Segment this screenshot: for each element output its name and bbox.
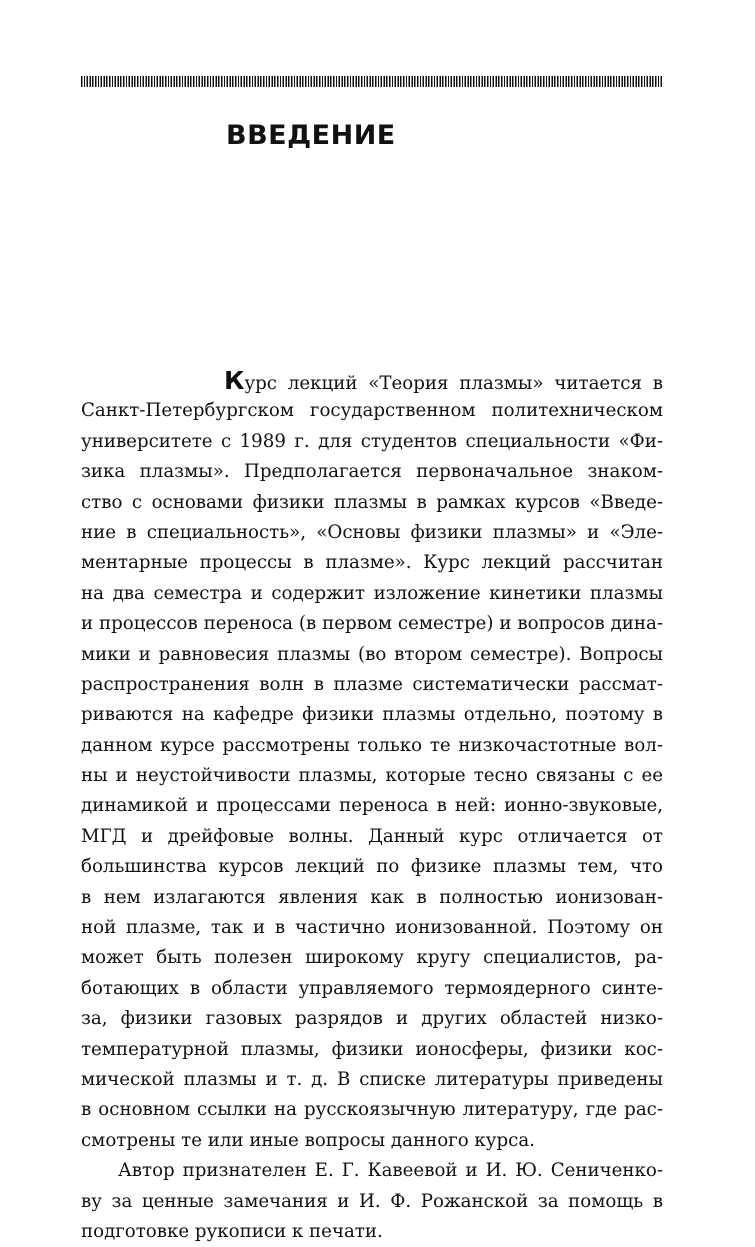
text-line: в нем излагаются явления как в полностью ионизован- bbox=[81, 886, 663, 908]
text-line: данном курсе рассмотрены только те низкочастотные вол- bbox=[81, 734, 663, 756]
text-line: ние в специальность», «Основы физики плазмы» и «Эле- bbox=[81, 521, 663, 543]
text-line: ны и неустойчивости плазмы, которые тесно связаны с ее bbox=[81, 765, 663, 787]
text-line: Санкт-Петербургском государственном политехническом bbox=[81, 400, 663, 422]
text-line: и процессов переноса (в первом семестре) и вопросов дина- bbox=[81, 613, 663, 635]
text-line: ство с основами физики плазмы в рамках курсов «Введе- bbox=[81, 491, 663, 513]
text-line: ву за ценные замечания и И. Ф. Рожанской за помощь в bbox=[81, 1190, 663, 1212]
text-line: за, физики газовых разрядов и других областей низко- bbox=[81, 1008, 663, 1030]
text-line: МГД и дрейфовые волны. Данный курс отличается от bbox=[81, 825, 663, 847]
drop-cap: К bbox=[224, 366, 245, 395]
text-line: температурной плазмы, физики ионосферы, физики кос- bbox=[81, 1038, 663, 1060]
text-line: подготовке рукописи к печати. bbox=[81, 1220, 383, 1242]
text-line: Автор признателен Е. Г. Кавеевой и И. Ю. Сениченко- bbox=[118, 1160, 663, 1182]
text-line: мики и равновесия плазмы (во втором семестре). Вопросы bbox=[81, 643, 663, 665]
page-title: ВВЕДЕНИЕ bbox=[226, 120, 396, 151]
body-text bbox=[81, 366, 663, 1247]
text-line: может быть полезен широкому кругу специалистов, ра- bbox=[81, 947, 663, 969]
text-line: на два семестра и содержит изложение кинетики плазмы bbox=[81, 582, 663, 604]
text-line: мической плазмы и т. д. В списке литературы приведены bbox=[81, 1068, 663, 1090]
text-line: ной плазме, так и в частично ионизованной. Поэтому он bbox=[81, 917, 663, 939]
text-line: ботающих в области управляемого термоядерного синте- bbox=[81, 977, 663, 999]
text-line: распространения волн в плазме систематически рассмат- bbox=[81, 673, 663, 695]
decorative-rule bbox=[81, 76, 663, 87]
text-line: большинства курсов лекций по физике плазмы тем, что bbox=[81, 856, 663, 878]
text-line: смотрены те или иные вопросы данного курса. bbox=[81, 1129, 535, 1151]
text-line: ментарные процессы в плазме». Курс лекций рассчитан bbox=[81, 552, 663, 574]
text-line: в основном ссылки на русскоязычную литературу, где рас- bbox=[81, 1099, 663, 1121]
text-line: университете с 1989 г. для студентов специальности «Фи- bbox=[81, 430, 663, 452]
text-line: Курс лекций «Теория плазмы» читается в bbox=[224, 366, 663, 395]
text-line: зика плазмы». Предполагается первоначальное знаком- bbox=[81, 461, 663, 483]
text-line: динамикой и процессами переноса в ней: ионно-звуковые, bbox=[81, 795, 663, 817]
text-line: риваются на кафедре физики плазмы отдельно, поэтому в bbox=[81, 704, 663, 726]
